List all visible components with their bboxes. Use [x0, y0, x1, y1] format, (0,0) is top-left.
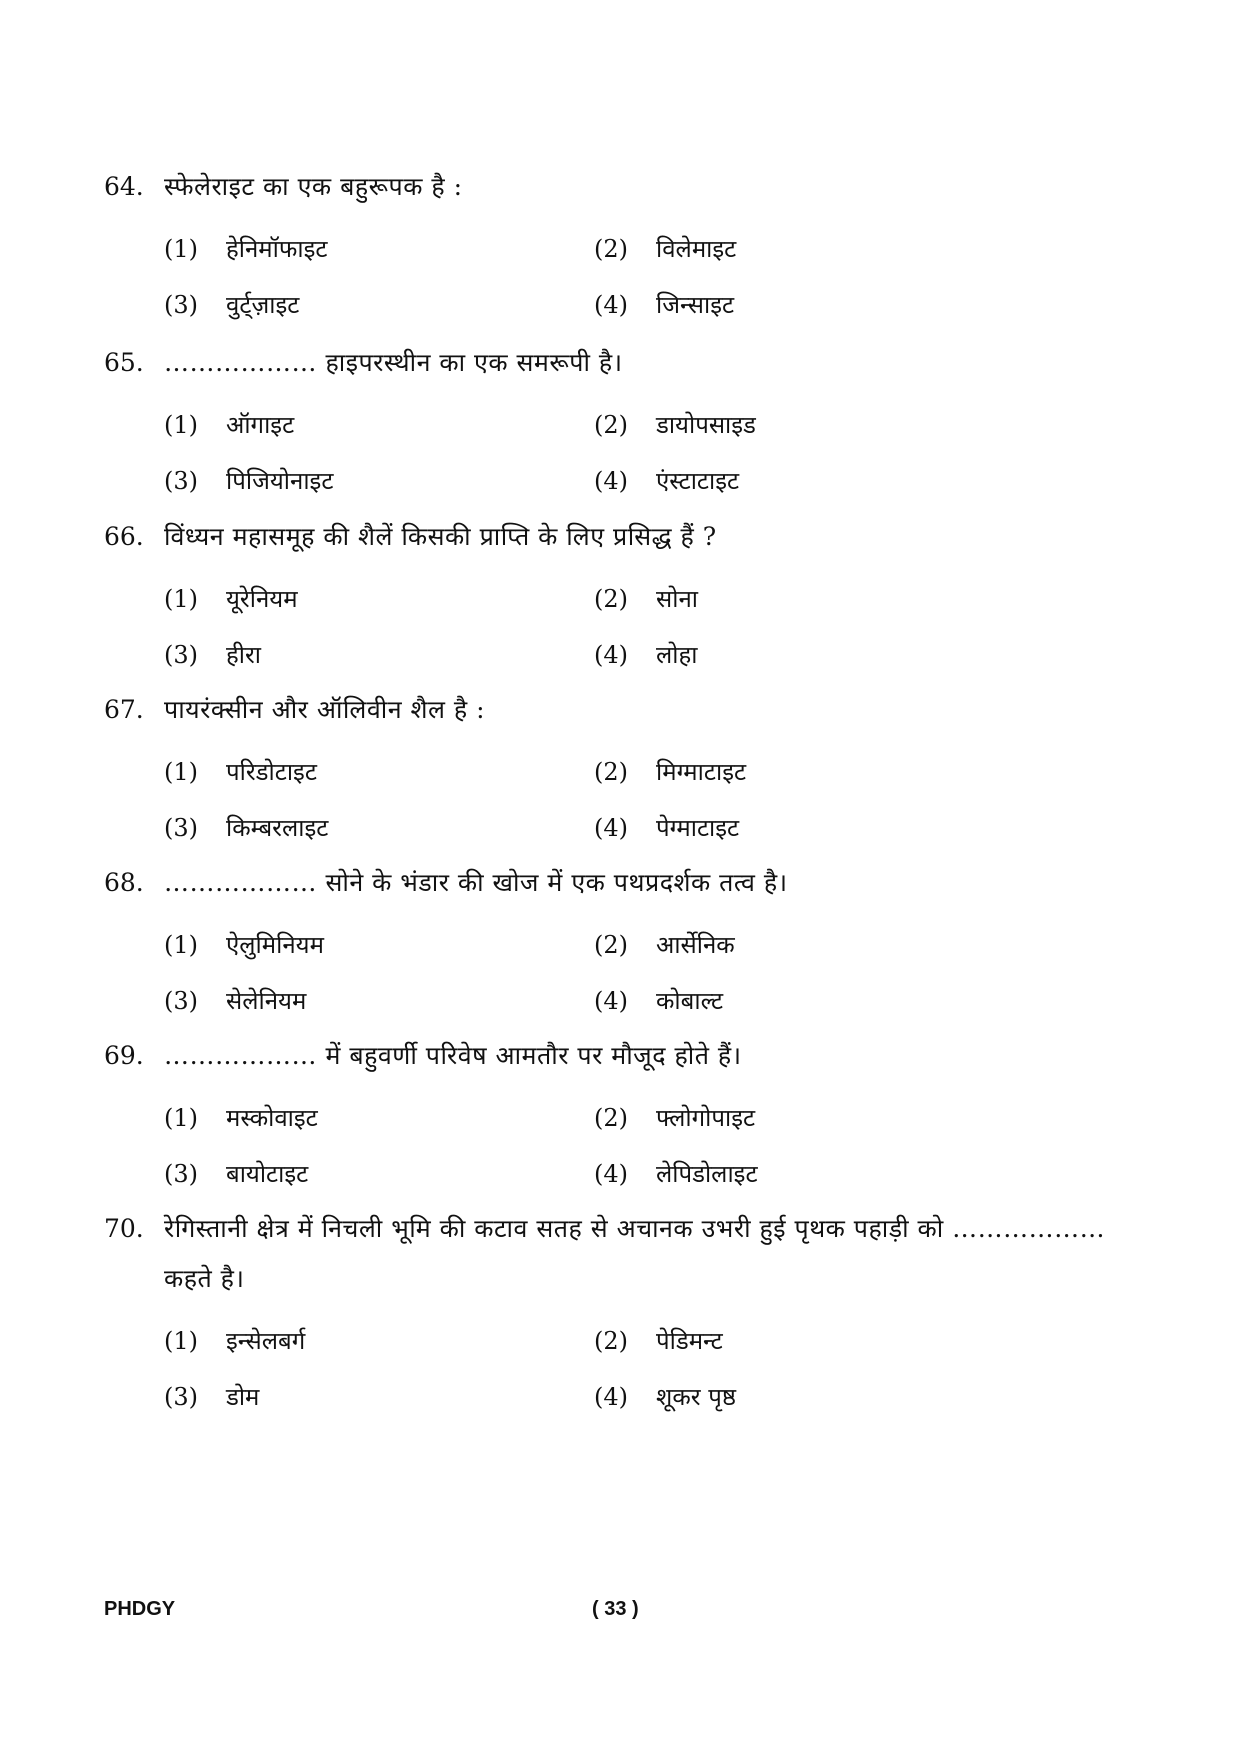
option-number: (2) — [594, 931, 628, 959]
option-text: सेलेनियम — [226, 987, 307, 1015]
option-4 — [594, 280, 1024, 330]
question-number: 70. — [104, 1214, 144, 1243]
question-65 — [104, 338, 1144, 506]
option-4 — [594, 976, 1024, 1026]
option-1 — [164, 400, 594, 450]
question-67 — [104, 685, 1144, 853]
option-1 — [164, 1093, 594, 1143]
option-number: (3) — [164, 641, 198, 669]
option-text: वुर्ट्ज़ाइट — [226, 291, 300, 319]
option-number: (3) — [164, 987, 198, 1015]
option-number: (1) — [164, 235, 198, 263]
footer-page-number: ( 33 ) — [592, 1598, 639, 1620]
option-3 — [164, 456, 594, 506]
option-number: (1) — [164, 585, 198, 613]
option-3 — [164, 1149, 594, 1199]
option-4 — [594, 803, 1024, 853]
option-3 — [164, 630, 594, 680]
option-text: कोबाल्ट — [656, 987, 724, 1015]
option-text: मिग्माटाइट — [656, 758, 747, 786]
option-number: (4) — [594, 1160, 628, 1188]
option-text: फ्लोगोपाइट — [656, 1104, 756, 1132]
option-number: (2) — [594, 411, 628, 439]
options-grid — [164, 1316, 1144, 1422]
question-68 — [104, 858, 1144, 1026]
question-66 — [104, 512, 1144, 680]
option-text: पेग्माटाइट — [656, 814, 740, 842]
option-text: एंस्टाटाइट — [656, 467, 740, 495]
question-number: 69. — [104, 1041, 144, 1070]
question-69 — [104, 1031, 1144, 1199]
option-3 — [164, 803, 594, 853]
question-64 — [104, 162, 1144, 330]
option-number: (4) — [594, 1383, 628, 1411]
option-1 — [164, 1316, 594, 1366]
option-text: बायोटाइट — [226, 1160, 309, 1188]
option-2 — [594, 1093, 1024, 1143]
options-grid — [164, 747, 1144, 853]
option-text: यूरेनियम — [226, 585, 298, 613]
option-text: पेडिमन्ट — [656, 1327, 723, 1355]
option-2 — [594, 747, 1024, 797]
option-text: ऐलुमिनियम — [226, 931, 324, 959]
option-3 — [164, 280, 594, 330]
option-text: आर्सेनिक — [656, 931, 735, 959]
option-number: (4) — [594, 467, 628, 495]
option-number: (3) — [164, 814, 198, 842]
option-text: हेनिमॉफाइट — [226, 235, 328, 263]
option-4 — [594, 1149, 1024, 1199]
option-text: विलेमाइट — [656, 235, 737, 263]
options-grid — [164, 1093, 1144, 1199]
option-number: (4) — [594, 987, 628, 1015]
option-3 — [164, 1372, 594, 1422]
option-1 — [164, 574, 594, 624]
option-number: (4) — [594, 291, 628, 319]
option-text: लोहा — [656, 641, 698, 669]
question-text: ……………… सोने के भंडार की खोज में एक पथप्रदर्शक तत्व है। — [164, 868, 788, 897]
option-text: मस्कोवाइट — [226, 1104, 318, 1132]
options-grid — [164, 224, 1144, 330]
question-text: स्फेलेराइट का एक बहुरूपक है : — [164, 172, 463, 201]
option-number: (2) — [594, 585, 628, 613]
options-grid — [164, 400, 1144, 506]
option-number: (1) — [164, 1104, 198, 1132]
options-grid — [164, 920, 1144, 1026]
question-text: रेगिस्तानी क्षेत्र में निचली भूमि की कटाव सतह से अचानक उभरी हुई पृथक पहाड़ी को ……………… कहते है। — [164, 1214, 1106, 1293]
question-70 — [104, 1204, 1144, 1422]
option-text: परिडोटाइट — [226, 758, 317, 786]
option-4 — [594, 630, 1024, 680]
option-2 — [594, 224, 1024, 274]
option-number: (3) — [164, 291, 198, 319]
option-2 — [594, 920, 1024, 970]
option-number: (3) — [164, 1383, 198, 1411]
option-text: किम्बरलाइट — [226, 814, 329, 842]
option-number: (2) — [594, 1104, 628, 1132]
option-text: लेपिडोलाइट — [656, 1160, 758, 1188]
question-text: ……………… हाइपरस्थीन का एक समरूपी है। — [164, 348, 623, 377]
option-number: (1) — [164, 931, 198, 959]
option-number: (4) — [594, 814, 628, 842]
option-text: इन्सेलबर्ग — [226, 1327, 306, 1355]
option-2 — [594, 400, 1024, 450]
question-number: 64. — [104, 172, 144, 201]
option-number: (1) — [164, 1327, 198, 1355]
option-text: जिन्साइट — [656, 291, 735, 319]
option-text: पिजियोनाइट — [226, 467, 334, 495]
option-2 — [594, 1316, 1024, 1366]
option-text: शूकर पृष्ठ — [656, 1383, 736, 1411]
option-text: डायोपसाइड — [656, 411, 756, 439]
option-text: सोना — [656, 585, 698, 613]
question-number: 66. — [104, 522, 144, 551]
option-text: हीरा — [226, 641, 261, 669]
option-number: (2) — [594, 1327, 628, 1355]
option-text: डोम — [226, 1383, 260, 1411]
question-number: 65. — [104, 348, 144, 377]
option-number: (1) — [164, 411, 198, 439]
option-1 — [164, 224, 594, 274]
option-3 — [164, 976, 594, 1026]
question-text: पायरंक्सीन और ऑलिवीन शैल है : — [164, 695, 486, 724]
option-number: (3) — [164, 467, 198, 495]
option-number: (1) — [164, 758, 198, 786]
option-1 — [164, 747, 594, 797]
option-1 — [164, 920, 594, 970]
question-text: विंध्यन महासमूह की शैलें किसकी प्राप्ति के लिए प्रसिद्ध हैं ? — [164, 522, 717, 551]
option-number: (3) — [164, 1160, 198, 1188]
question-number: 68. — [104, 868, 144, 897]
option-number: (4) — [594, 641, 628, 669]
options-grid — [164, 574, 1144, 680]
option-number: (2) — [594, 758, 628, 786]
option-4 — [594, 456, 1024, 506]
footer-paper-code: PHDGY — [104, 1598, 176, 1620]
option-4 — [594, 1372, 1024, 1422]
option-number: (2) — [594, 235, 628, 263]
option-text: ऑगाइट — [226, 411, 295, 439]
question-text: ……………… में बहुवर्णी परिवेष आमतौर पर मौजूद होते हैं। — [164, 1041, 742, 1070]
option-2 — [594, 574, 1024, 624]
question-number: 67. — [104, 695, 144, 724]
